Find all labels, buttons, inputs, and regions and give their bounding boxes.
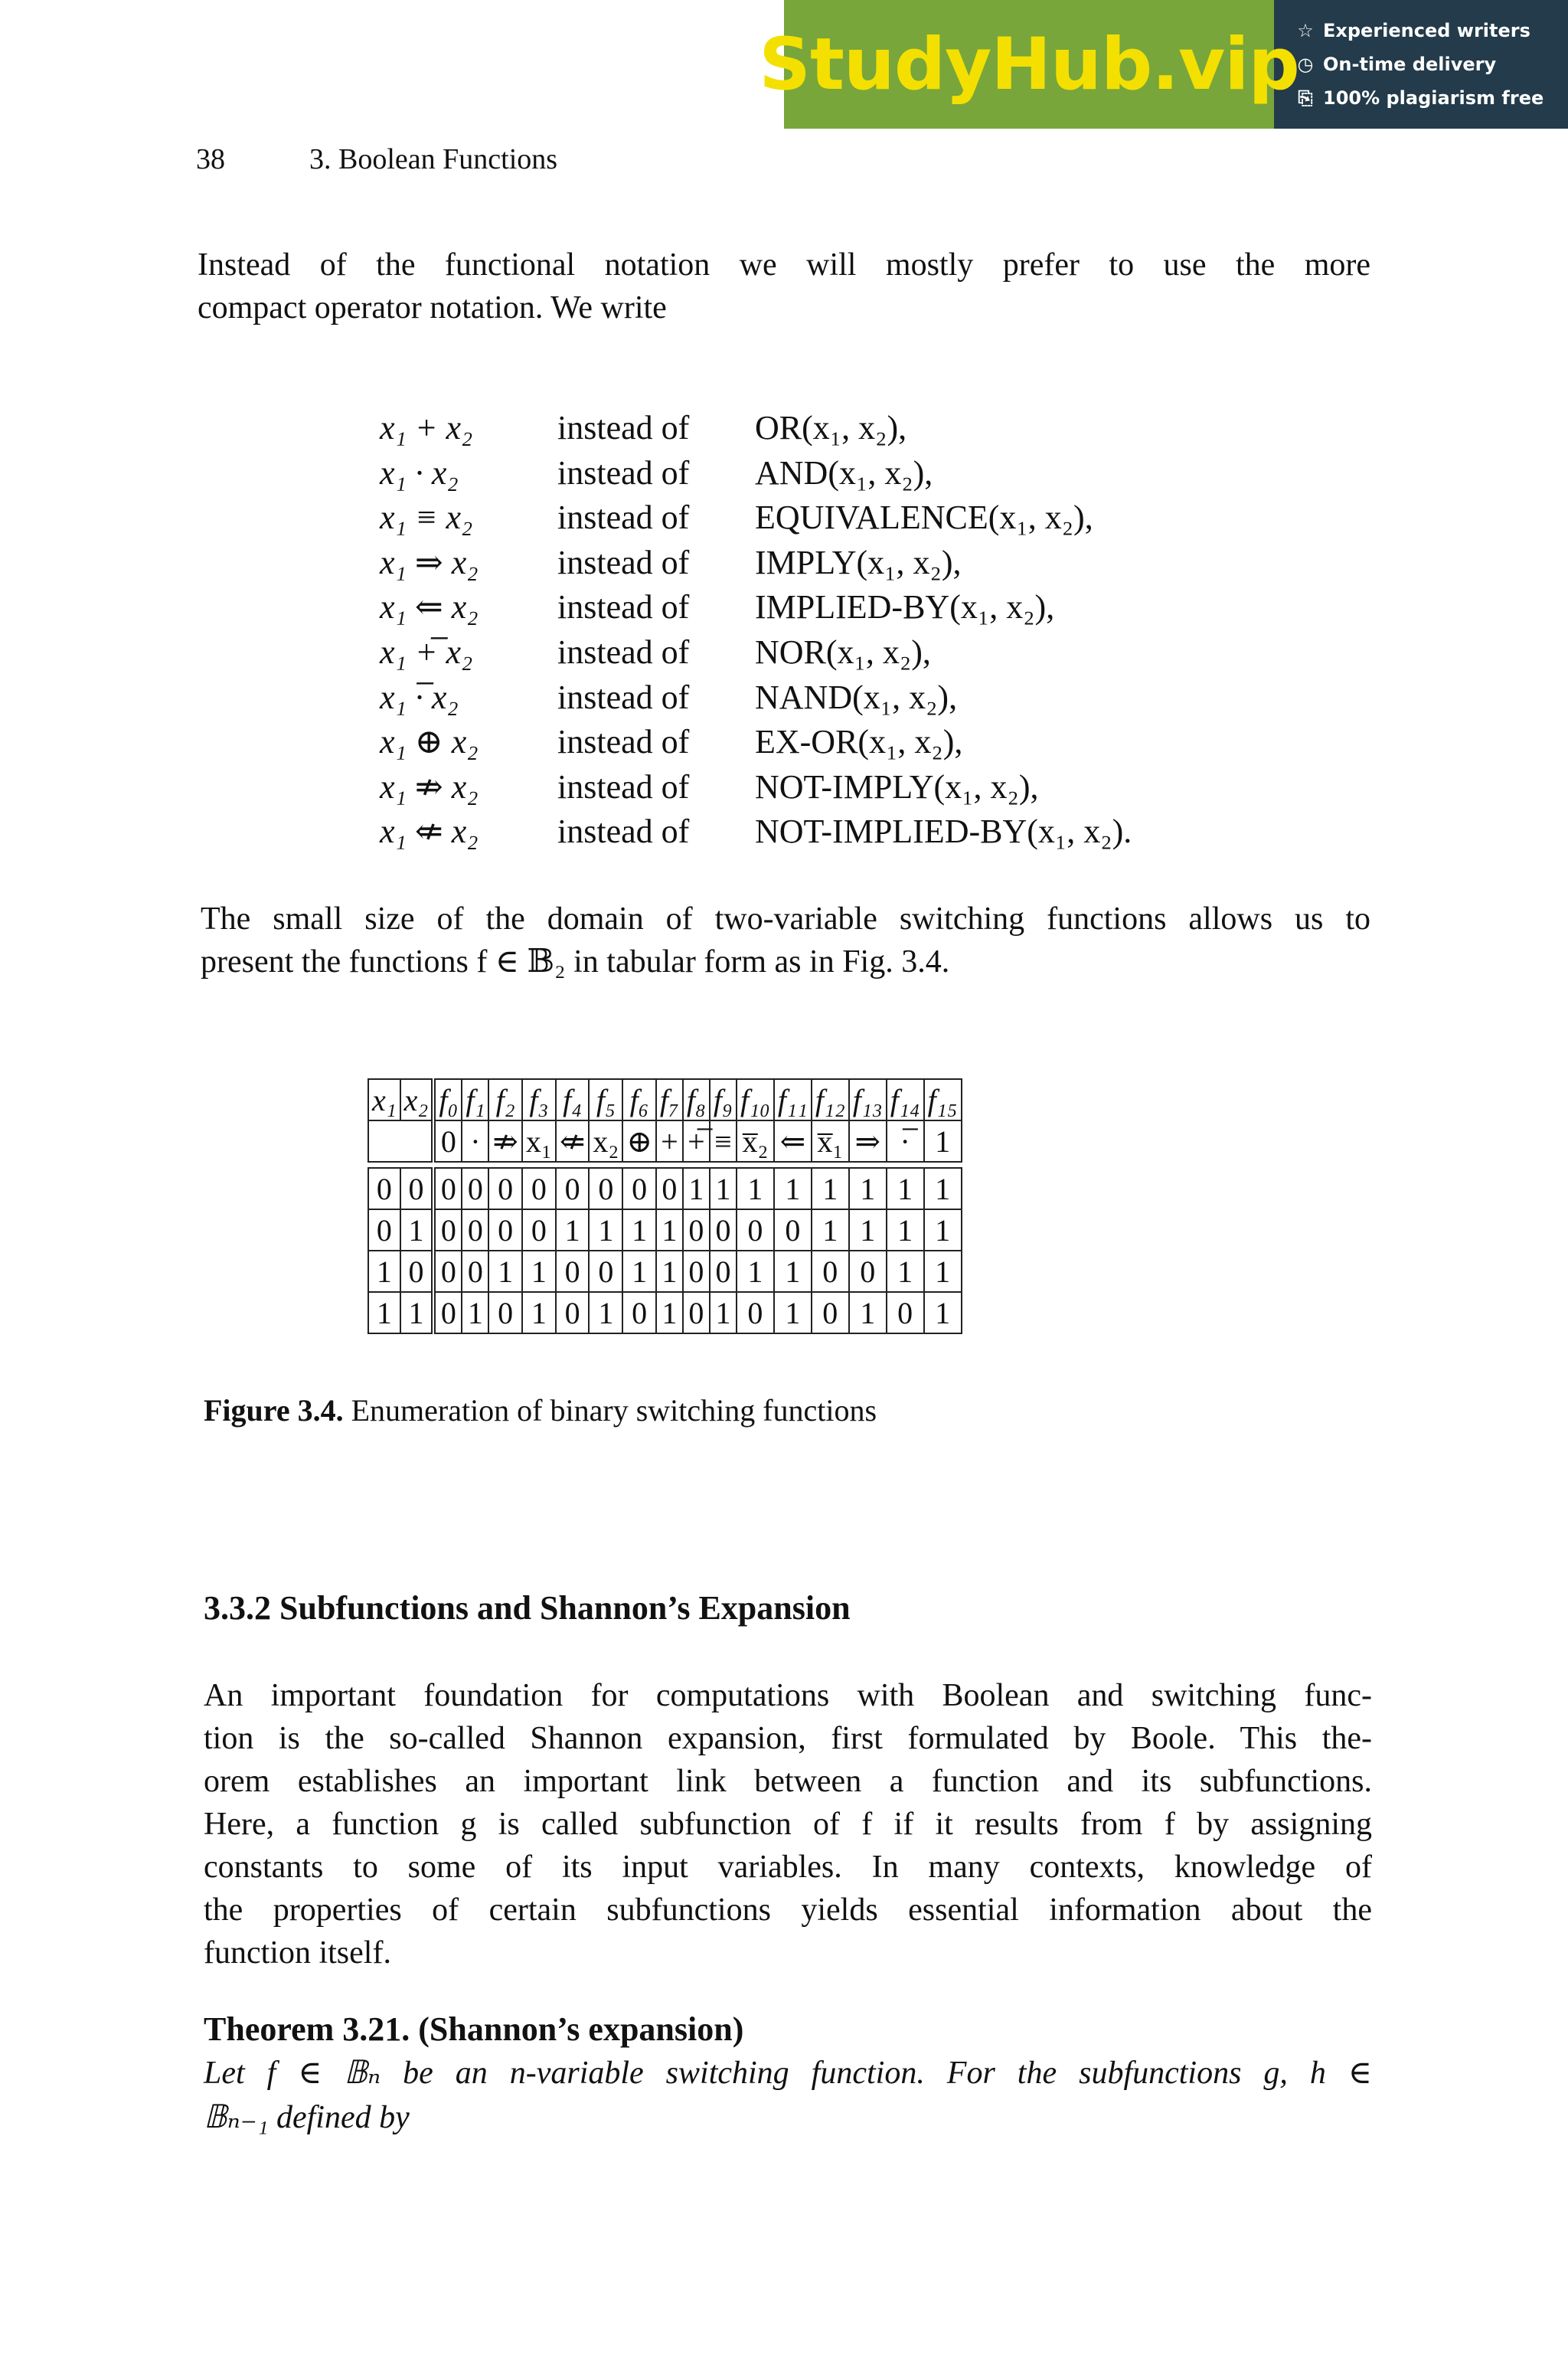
function-value-cell: 1	[737, 1168, 774, 1209]
function-value-cell: 0	[812, 1292, 849, 1333]
theorem-body	[204, 2051, 1372, 2140]
operator-mid: instead of	[557, 678, 690, 716]
function-value-cell: 0	[622, 1168, 656, 1209]
function-value-cell: 1	[887, 1209, 924, 1251]
operator-symbol-cell: 1	[924, 1120, 962, 1162]
function-value-cell: 1	[622, 1209, 656, 1251]
operator-lhs: x₁ + x₂	[380, 409, 473, 446]
text-line: Instead of the functional notation we will mostly prefer to use the more	[198, 247, 1370, 283]
operator-symbol-cell: ⇍	[556, 1120, 590, 1162]
operator-symbol-cell: ·	[462, 1120, 488, 1162]
figure-caption	[204, 1392, 877, 1428]
function-value-cell: 1	[849, 1209, 887, 1251]
function-value-cell: 1	[710, 1168, 737, 1209]
shannon-paragraph	[204, 1674, 1372, 1974]
input-value-cell: 0	[400, 1168, 434, 1209]
function-header-cell: f₁₅	[924, 1079, 962, 1120]
operator-lhs: x₁ ⇍ x₂	[380, 813, 479, 851]
table-intro-paragraph	[201, 898, 1370, 983]
function-value-cell: 1	[462, 1292, 488, 1333]
function-value-cell: 1	[589, 1209, 622, 1251]
operator-symbol-cell: x₂	[589, 1120, 622, 1162]
text-line: Here, a function g is called subfunction of f if it results from f by assigning	[204, 1807, 1372, 1842]
function-value-cell: 0	[774, 1209, 812, 1251]
section-heading	[204, 1588, 851, 1627]
brand-panel[interactable]	[759, 0, 1299, 129]
function-value-cell: 0	[812, 1251, 849, 1292]
function-value-cell: 0	[849, 1251, 887, 1292]
theorem-title: Theorem 3.21. (Shannon’s expansion)	[204, 2010, 744, 2048]
brand-logo[interactable]: StudyHub.vip	[759, 22, 1299, 106]
operator-symbol-cell: ⇒	[849, 1120, 887, 1162]
function-value-cell: 1	[774, 1251, 812, 1292]
function-header-cell: f₅	[589, 1079, 622, 1120]
function-header-cell: f₁₃	[849, 1079, 887, 1120]
function-value-cell: 1	[488, 1251, 522, 1292]
function-value-cell: 0	[683, 1292, 710, 1333]
table-header-row	[368, 1079, 962, 1120]
copy-icon: ⎘	[1298, 87, 1313, 109]
input-value-cell: 1	[400, 1292, 434, 1333]
operator-rhs: EQUIVALENCE(x₁, x₂),	[755, 499, 1093, 537]
text-line: The small size of the domain of two-variable switching functions allows us to	[201, 901, 1370, 937]
operator-lhs: x₁ ⇒ x₂	[380, 543, 479, 581]
operator-rhs: NOR(x₁, x₂),	[755, 633, 931, 671]
function-value-cell: 0	[433, 1168, 462, 1209]
function-value-cell: 0	[462, 1168, 488, 1209]
function-value-cell: 0	[488, 1209, 522, 1251]
operator-symbol-cell: ·̅	[887, 1120, 924, 1162]
operator-mid: instead of	[557, 499, 690, 537]
function-value-cell: 1	[737, 1251, 774, 1292]
feature-text: Experienced writers	[1323, 20, 1530, 41]
function-header-cell: f₁₄	[887, 1079, 924, 1120]
function-header-cell: f₉	[710, 1079, 737, 1120]
function-value-cell: 0	[433, 1251, 462, 1292]
function-value-cell: 1	[849, 1168, 887, 1209]
operator-symbol-cell: ⇐	[774, 1120, 812, 1162]
operator-mid: instead of	[557, 543, 690, 581]
operator-rhs: IMPLY(x₁, x₂),	[755, 543, 962, 581]
input-value-cell: 0	[400, 1251, 434, 1292]
feature-text: On-time delivery	[1323, 54, 1497, 75]
function-value-cell: 0	[556, 1168, 590, 1209]
function-value-cell: 1	[812, 1209, 849, 1251]
function-value-cell: 0	[710, 1209, 737, 1251]
function-value-cell: 1	[774, 1292, 812, 1333]
operator-rhs: IMPLIED-BY(x₁, x₂),	[755, 588, 1055, 626]
operator-symbol-cell: ≡	[710, 1120, 737, 1162]
operator-lhs: x₁ ·̅ x₂	[380, 678, 459, 716]
figure-caption-text: Enumeration of binary switching functions	[351, 1393, 877, 1428]
function-value-cell: 0	[433, 1292, 462, 1333]
function-header-cell: f₀	[433, 1079, 462, 1120]
section-number: 3.3.2	[204, 1589, 271, 1627]
operator-symbol-cell: ⇏	[488, 1120, 522, 1162]
function-value-cell: 1	[589, 1292, 622, 1333]
function-value-cell: 1	[522, 1251, 556, 1292]
text-line: An important foundation for computations with Boolean and switching func-	[204, 1678, 1372, 1713]
function-header-cell: f₃	[522, 1079, 556, 1120]
function-value-cell: 1	[622, 1251, 656, 1292]
function-value-cell: 1	[887, 1251, 924, 1292]
input-header-cell: x₂	[400, 1079, 434, 1120]
function-header-cell: f₁₂	[812, 1079, 849, 1120]
function-value-cell: 0	[887, 1292, 924, 1333]
operator-lhs: x₁ +̅ x₂	[380, 633, 473, 671]
operator-lhs: x₁ · x₂	[380, 453, 459, 492]
function-value-cell: 0	[488, 1292, 522, 1333]
input-value-cell: 0	[368, 1209, 400, 1251]
text-line: 𝔹ₙ₋₁ defined by	[204, 2100, 410, 2135]
function-value-cell: 0	[683, 1209, 710, 1251]
function-value-cell: 0	[737, 1292, 774, 1333]
operator-rhs: NOT-IMPLY(x₁, x₂),	[755, 767, 1039, 806]
function-value-cell: 0	[522, 1209, 556, 1251]
feature-text: 100% plagiarism free	[1323, 87, 1544, 109]
function-header-cell: f₆	[622, 1079, 656, 1120]
function-value-cell: 0	[683, 1251, 710, 1292]
text-line: orem establishes an important link between a function and its subfunctions.	[204, 1764, 1372, 1799]
operator-mid: instead of	[557, 813, 690, 851]
function-value-cell: 1	[924, 1292, 962, 1333]
operator-list	[380, 406, 1298, 865]
text-line: tion is the so-called Shannon expansion, first formulated by Boole. This the-	[204, 1721, 1372, 1756]
operator-mid: instead of	[557, 723, 690, 761]
operator-mid: instead of	[557, 633, 690, 671]
function-value-cell: 0	[589, 1251, 622, 1292]
function-value-cell: 1	[556, 1209, 590, 1251]
function-value-cell: 0	[737, 1209, 774, 1251]
table-gap	[368, 1162, 962, 1168]
table-symbol-row	[368, 1120, 962, 1162]
switching-function-table	[368, 1078, 962, 1334]
input-value-cell: 1	[400, 1209, 434, 1251]
function-value-cell: 1	[924, 1209, 962, 1251]
promo-banner[interactable]	[759, 0, 1568, 129]
feature-item	[1295, 20, 1547, 41]
chapter-title: 3. Boolean Functions	[309, 143, 558, 175]
empty-cell	[368, 1120, 433, 1162]
operator-mid: instead of	[557, 409, 690, 446]
function-value-cell: 0	[710, 1251, 737, 1292]
clock-icon: ◷	[1297, 54, 1314, 75]
input-value-cell: 1	[368, 1251, 400, 1292]
operator-rhs: NOT-IMPLIED-BY(x₁, x₂).	[755, 813, 1132, 851]
function-value-cell: 0	[556, 1251, 590, 1292]
function-value-cell: 1	[656, 1292, 683, 1333]
star-icon: ☆	[1297, 20, 1314, 41]
input-value-cell: 0	[368, 1168, 400, 1209]
page-number: 38	[196, 143, 225, 175]
function-value-cell: 0	[522, 1168, 556, 1209]
text-line: compact operator notation. We write	[198, 290, 667, 325]
operator-rhs: EX-OR(x₁, x₂),	[755, 723, 963, 761]
operator-symbol-cell: x̅₁	[812, 1120, 849, 1162]
function-value-cell: 1	[522, 1292, 556, 1333]
operator-rhs: OR(x₁, x₂),	[755, 409, 907, 446]
figure-label: Figure 3.4.	[204, 1393, 344, 1428]
input-value-cell: 1	[368, 1292, 400, 1333]
function-value-cell: 0	[656, 1168, 683, 1209]
operator-mid: instead of	[557, 767, 690, 806]
function-value-cell: 1	[774, 1168, 812, 1209]
table-row	[368, 1209, 962, 1251]
feature-item	[1295, 54, 1547, 75]
function-value-cell: 0	[433, 1209, 462, 1251]
operator-mid: instead of	[557, 453, 690, 492]
function-value-cell: 1	[683, 1168, 710, 1209]
text-line: Let f ∈ 𝔹ₙ be an n-variable switching function. For the subfunctions g, h ∈	[204, 2056, 1372, 2091]
function-header-cell: f₁₁	[774, 1079, 812, 1120]
operator-symbol-cell: x̅₂	[737, 1120, 774, 1162]
feature-item	[1295, 87, 1547, 109]
function-value-cell: 0	[488, 1168, 522, 1209]
operator-symbol-cell: x₁	[522, 1120, 556, 1162]
text-line: the properties of certain subfunctions yields essential information about the	[204, 1892, 1372, 1928]
input-header-cell: x₁	[368, 1079, 400, 1120]
text-line: constants to some of its input variables. In many contexts, knowledge of	[204, 1850, 1372, 1885]
function-value-cell: 0	[589, 1168, 622, 1209]
function-header-cell: f₁₀	[737, 1079, 774, 1120]
operator-mid: instead of	[557, 588, 690, 626]
table-row	[368, 1251, 962, 1292]
operator-symbol-cell: +	[656, 1120, 683, 1162]
table-row	[368, 1292, 962, 1333]
feature-list	[1274, 0, 1568, 129]
function-header-cell: f₂	[488, 1079, 522, 1120]
operator-symbol-cell: ⊕	[622, 1120, 656, 1162]
function-value-cell: 0	[462, 1251, 488, 1292]
function-value-cell: 1	[924, 1251, 962, 1292]
function-value-cell: 0	[556, 1292, 590, 1333]
operator-lhs: x₁ ≡ x₂	[380, 499, 473, 537]
function-value-cell: 0	[462, 1209, 488, 1251]
operator-rhs: AND(x₁, x₂),	[755, 453, 933, 492]
function-value-cell: 1	[710, 1292, 737, 1333]
text-line: function itself.	[204, 1935, 391, 1971]
function-value-cell: 1	[924, 1168, 962, 1209]
function-value-cell: 1	[656, 1209, 683, 1251]
intro-paragraph	[198, 244, 1370, 329]
function-value-cell: 1	[656, 1251, 683, 1292]
function-header-cell: f₁	[462, 1079, 488, 1120]
operator-rhs: NAND(x₁, x₂),	[755, 678, 958, 716]
function-header-cell: f₇	[656, 1079, 683, 1120]
table-row	[368, 1168, 962, 1209]
function-header-cell: f₈	[683, 1079, 710, 1120]
operator-symbol-cell: +̅	[683, 1120, 710, 1162]
text-line: present the functions f ∈ 𝔹₂ in tabular form as in Fig. 3.4.	[201, 944, 950, 980]
operator-lhs: x₁ ⇐ x₂	[380, 588, 479, 626]
function-header-cell: f₄	[556, 1079, 590, 1120]
section-title: Subfunctions and Shannon’s Expansion	[279, 1589, 851, 1627]
function-value-cell: 0	[622, 1292, 656, 1333]
operator-symbol-cell: 0	[433, 1120, 462, 1162]
function-value-cell: 1	[887, 1168, 924, 1209]
operator-lhs: x₁ ⊕ x₂	[380, 723, 479, 761]
function-value-cell: 1	[812, 1168, 849, 1209]
function-value-cell: 1	[849, 1292, 887, 1333]
operator-lhs: x₁ ⇏ x₂	[380, 767, 479, 806]
